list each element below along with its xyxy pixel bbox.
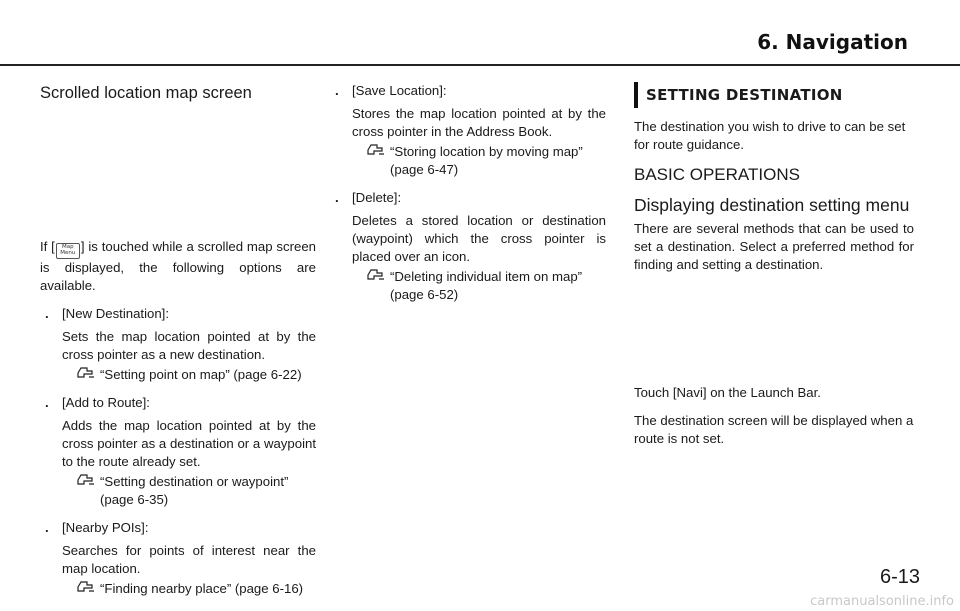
reference-page[interactable]: (page 6-35) [100,491,169,507]
scrolled-map-heading: Scrolled location map screen [40,84,252,102]
map-menu-key-icon [56,243,80,259]
option-label: [Nearby POIs]: [62,519,149,535]
column-3 [634,80,914,448]
section-heading-bar [634,82,638,108]
section-heading [634,86,914,104]
column-1 [40,80,316,598]
reference-pointer-icon [76,579,96,597]
bullet-dot: . [335,190,339,205]
option-nearby-pois [40,519,316,598]
reference-text[interactable]: “Setting destination or waypoint” [100,473,289,489]
bullet-dot: . [45,305,49,321]
option-desc: Stores the map location pointed at by the cross pointer in the Address Book. [352,106,606,139]
page-reference [352,143,606,179]
destination-menu-intro: There are several methods that can be used to set a destination. Select a preferred method for finding and setting a destination. [634,221,914,272]
option-delete [330,189,606,304]
option-save-location [330,82,606,179]
option-label: [New Destination]: [62,305,170,321]
reference-page[interactable]: (page 6-47) [390,162,459,177]
basic-operations-heading: BASIC OPERATIONS [634,165,800,184]
map-key-line2: Menu [60,250,76,256]
section-heading-text: SETTING DESTINATION [646,86,843,104]
reference-pointer-icon [366,142,386,160]
column-2 [330,80,606,304]
page-reference [62,473,316,509]
reference-text[interactable]: “Setting point on map” (page 6-22) [100,366,302,382]
reference-page[interactable]: (page 6-52) [390,287,459,302]
page-number: 6-13 [879,566,920,588]
step-touch-navi: Touch [Navi] on the Launch Bar. [634,385,821,400]
intro-paragraph [40,238,316,295]
bullet-dot: . [45,394,49,410]
option-label: [Add to Route]: [62,394,150,410]
section-intro: The destination you wish to drive to can be set for route guidance. [634,119,906,152]
map-key-line1: Map [62,243,74,250]
reference-text[interactable]: “Deleting individual item on map” [390,269,583,284]
header-rule [0,64,960,66]
bullet-dot: . [45,519,49,535]
bullet-dot: . [335,83,339,98]
option-desc: Searches for points of interest near the map location. [62,542,316,576]
option-add-to-route [40,394,316,509]
option-desc: Adds the map location pointed at by the cross pointer as a destination or a waypoint to the route already set. [62,417,316,469]
watermark: carmanualsonline.info [810,594,954,609]
intro-prefix: If [ [40,239,55,254]
reference-pointer-icon [76,365,96,383]
option-label: [Delete]: [352,190,402,205]
reference-text[interactable]: “Finding nearby place” (page 6-16) [100,580,304,596]
option-new-destination [40,305,316,384]
page-reference [62,580,316,598]
option-label: [Save Location]: [352,83,447,98]
reference-pointer-icon [366,267,386,285]
page-header-title: 6. Navigation [757,30,908,54]
option-desc: Sets the map location pointed at by the cross pointer as a new destination. [62,328,316,362]
reference-pointer-icon [76,472,96,490]
intro-suffix: ] is touched while a scrolled map screen is displayed, the following options are available. [40,239,317,293]
destination-menu-heading: Displaying destination setting menu [634,195,910,215]
step-destination-screen: The destination screen will be displayed when a route is not set. [634,413,914,446]
reference-text[interactable]: “Storing location by moving map” [390,144,583,159]
page-reference [352,268,606,304]
page-reference [62,366,316,384]
option-desc: Deletes a stored location or destination (waypoint) which the cross pointer is placed over an icon. [352,213,606,264]
